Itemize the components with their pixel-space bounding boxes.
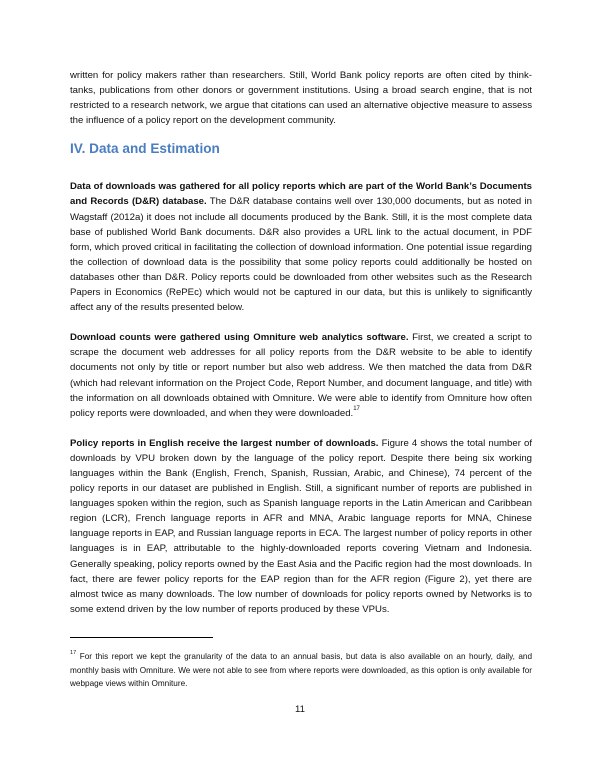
section-heading: IV. Data and Estimation <box>70 141 220 157</box>
paragraph-downloads-data <box>70 179 532 315</box>
footnote-number: 17 <box>70 650 77 656</box>
paragraph-body: Figure 4 shows the total number of downloads by VPU broken down by the language of the policy report. Despite there being six working languages within the Bank (English, French, Spanish, Russian, Arabic, and Chinese), 74 percent of the policy reports in our dataset are published in English. Still, a significant number of reports are published in languages spoken within the region, such as Spanish language reports in the Latin American and Caribbean region (LCR), French language reports in AFR and MNA, Arabic language reports for MNA, Chinese language reports in EAP, and Russian language reports in ECA. The largest number of policy reports in other languages is in EAP, attributable to the highly-downloaded reports covering Vietnam and Indonesia. Generally speaking, policy reports owned by the East Asia and the Pacific region had the most downloads. In fact, there are fewer policy reports for the EAP region than for the AFR region (Figure 2), yet there are almost twice as many downloads. The low number of downloads for policy reports owned by Networks is to some extend driven by the low number of reports produced by these VPUs. <box>70 437 533 615</box>
paragraph-lead: Policy reports in English receive the largest number of downloads. <box>70 437 379 449</box>
paragraph-languages <box>70 436 532 617</box>
paragraph-body: The D&R database contains well over 130,000 documents, but as noted in Wagstaff (2012a) it does not include all documents produced by the Bank. Still, it is the most complete data base of published World Bank documents. D&R also provides a URL link to the actual document, in PDF form, which proved critical in facilitating the collection of download information. One potential issue regarding the collection of download data is the possibility that some policy reports could additionally be hosted on databases other than D&R. Policy reports could be downloaded from other websites such as the Research Papers in Economics (RePEc) which would not be captured in our data, but this is unlikely to significantly affect any of the results presented below. <box>70 196 532 314</box>
paragraph-lead: Data of downloads was gathered for all policy reports which are part of the World Bank’s Documents and Records (D&R) database. <box>70 181 532 208</box>
footnote-reference: 17 <box>353 405 360 412</box>
intro-paragraph: written for policy makers rather than researchers. Still, World Bank policy reports are often cited by think-tanks, publications from other donors or government institutions. Using a broad search engine, that is not restricted to a research network, we argue that citations can used an alternative objective measure to assess the influence of a policy report on the development community. <box>70 70 532 127</box>
paragraph-body: First, we created a script to scrape the document web addresses for all policy reports from the D&R website to be able to identify documents not only by title or report number but also web address. We then matched the data from D&R (which had relevant information on the Project Code, Report Number, and document language, and title) with the information on all downloads obtained with Omniture. We were able to identify from Omniture how often policy reports were downloaded, and when they were downloaded. <box>70 332 532 419</box>
footnote-divider <box>70 637 213 638</box>
paragraph-omniture <box>70 330 532 421</box>
paragraph-lead: Download counts were gathered using Omniture web analytics software. <box>70 332 409 344</box>
page-body <box>70 68 532 632</box>
page-number: 11 <box>295 704 305 715</box>
footnote <box>70 650 532 691</box>
footnote-text: For this report we kept the granularity of the data to an annual basis, but data is also available on an hourly, daily, and monthly basis with Omniture. We were not able to see from where reports were downloaded, as this option is only available for webpage views within Omniture. <box>70 652 532 689</box>
